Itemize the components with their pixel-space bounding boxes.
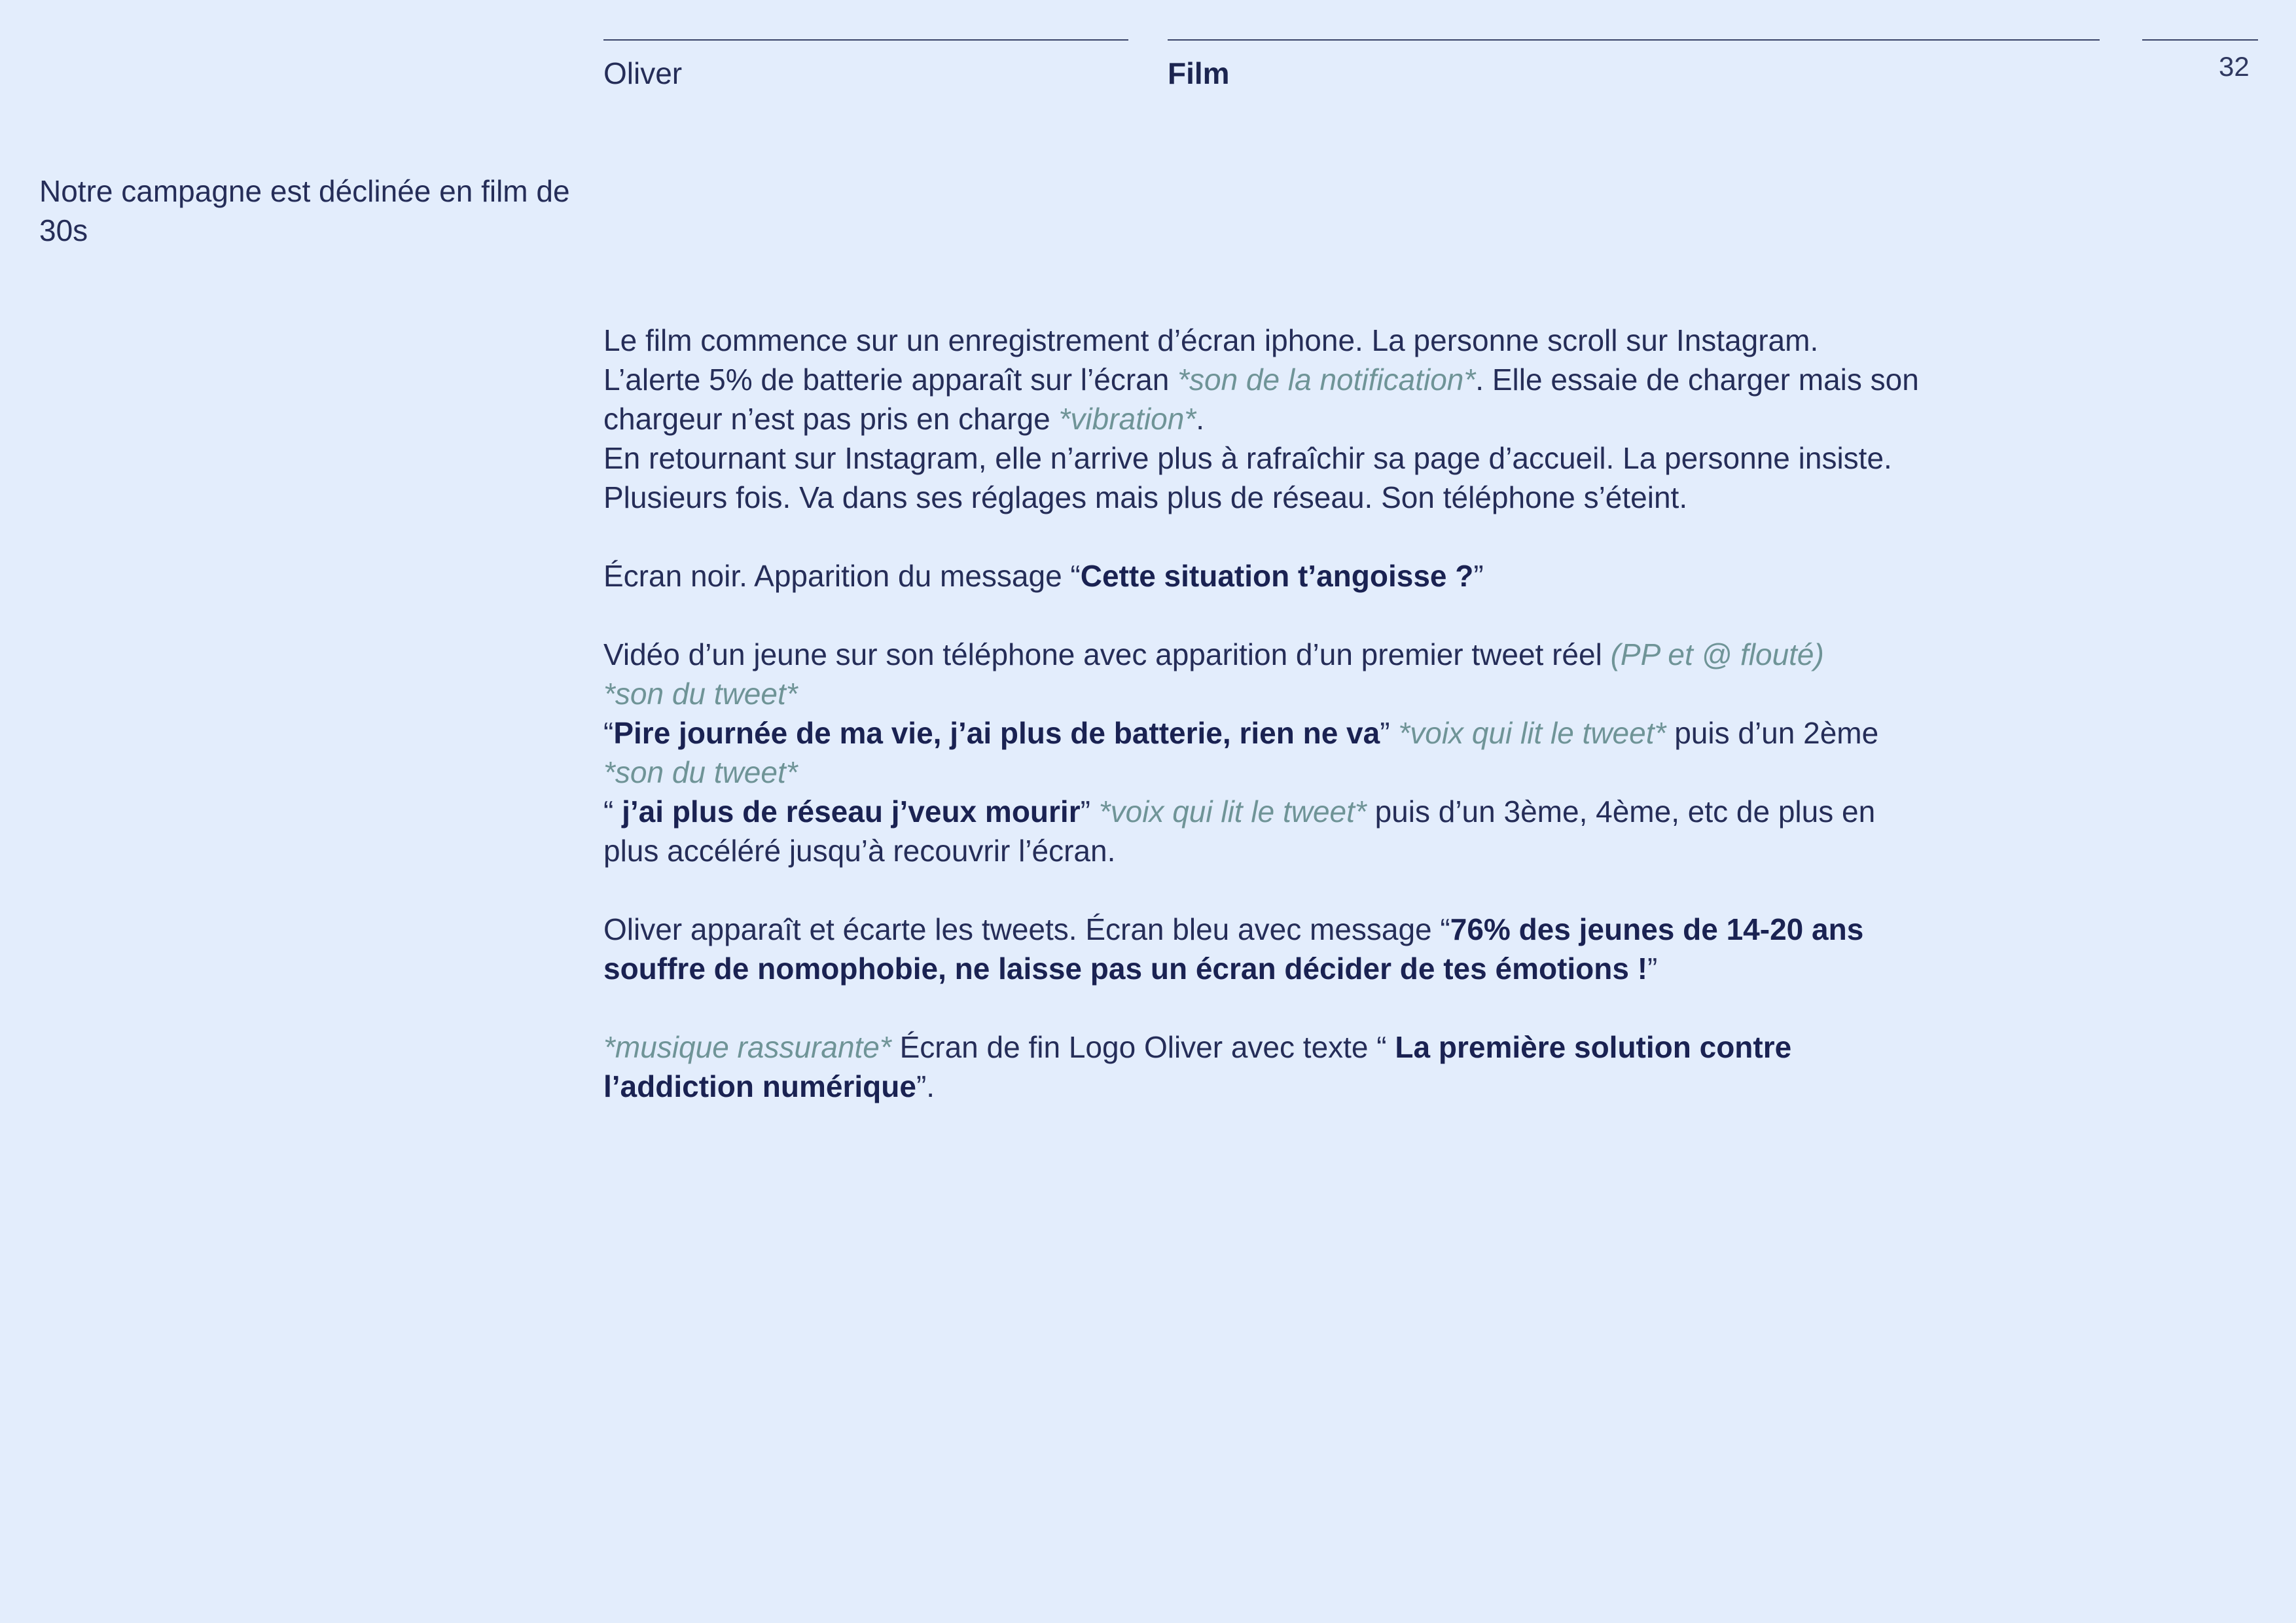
script-text: Le film commence sur un enregistrement d’écran iphone. La personne scroll sur Instagram. L’alerte 5% de batterie apparaît sur l’écran [603,323,1819,397]
header-rule-section [1168,39,2100,41]
emphasis-text: j’ai plus de réseau j’veux mourir [622,794,1081,829]
script-text: puis d’un 3ème, 4ème, etc de plus en plus accéléré jusqu’à recouvrir l’écran. [603,794,1876,868]
script-paragraph [603,910,1919,988]
script-text: Oliver apparaît et écarte les tweets. Écran bleu avec message “ [603,912,1450,946]
script-text: ” [1380,716,1399,750]
sound-cue-note: *voix qui lit le tweet* [1398,716,1666,750]
emphasis-text: Cette situation t’angoisse ? [1080,559,1474,593]
script-text: ” [1080,794,1099,829]
header-brand: Oliver [603,56,683,90]
script-text: ” [1647,952,1658,986]
header-rule-page [2142,39,2258,41]
script-text: Écran noir. Apparition du message “ [603,559,1081,593]
header-section-title: Film [1168,56,1230,90]
sound-cue-note: (PP et @ flouté) [1610,637,1824,671]
script-paragraph [603,321,1919,517]
script-text: Écran de fin Logo Oliver avec texte “ [891,1030,1395,1064]
script-paragraph [603,556,1919,596]
film-script-body [603,321,1919,1145]
script-paragraph [603,1027,1919,1106]
script-text: Vidéo d’un jeune sur son téléphone avec apparition d’un premier tweet réel [603,637,1611,671]
emphasis-text: Pire journée de ma vie, j’ai plus de batterie, rien ne va [613,716,1380,750]
sound-cue-note: *musique rassurante* [603,1030,891,1064]
emphasis-text: La première solution contre l’addiction numérique [603,1030,1792,1103]
script-text: . [1196,402,1204,436]
sound-cue-note: *son de la notification* [1177,363,1476,397]
sound-cue-note: *voix qui lit le tweet* [1098,794,1367,829]
sound-cue-note: *vibration* [1058,402,1196,436]
script-text: ”. [916,1069,935,1103]
emphasis-text: 76% des jeunes de 14-20 ans souffre de nomophobie, ne laisse pas un écran décider de tes émotions ! [603,912,1864,986]
script-text: ” [1473,559,1484,593]
script-text: . Elle essaie de charger mais son chargeur n’est pas pris en charge [603,363,1919,436]
header-rule-brand [603,39,1128,41]
script-text: “ [603,716,614,750]
script-text: En retournant sur Instagram, elle n’arrive plus à rafraîchir sa page d’accueil. La personne insiste. Plusieurs fois. Va dans ses réglages mais plus de réseau. Son téléphone s’éteint. [603,441,1892,514]
script-paragraph [603,635,1919,870]
side-note: Notre campagne est déclinée en film de 30s [39,174,570,247]
sound-cue-note: *son du tweet* [603,755,798,789]
page-number: 32 [2219,51,2250,82]
sound-cue-note: *son du tweet* [603,677,798,711]
script-text: puis d’un 2ème [1666,716,1879,750]
script-text: “ [603,794,622,829]
